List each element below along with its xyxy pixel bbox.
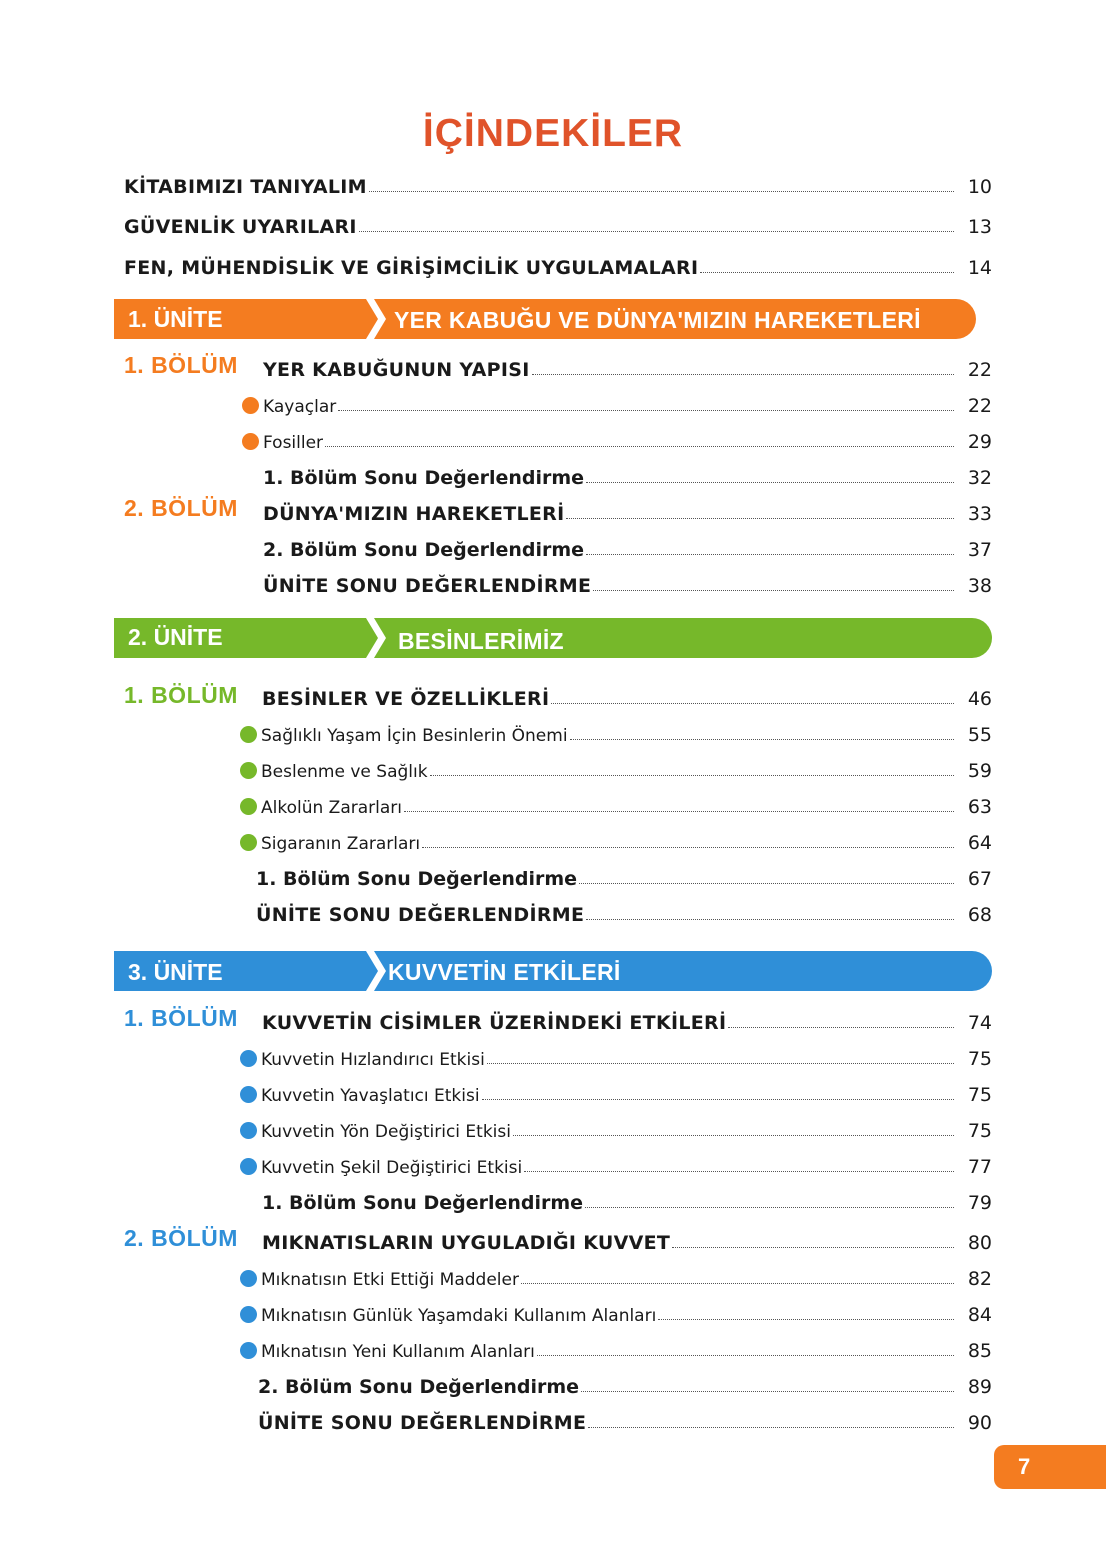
dot-leader xyxy=(700,272,954,273)
dot-leader xyxy=(422,847,954,848)
page-number: 64 xyxy=(967,832,992,854)
section-title: DÜNYA'MIZIN HAREKETLERİ xyxy=(263,503,565,525)
unit-label: 2. ÜNİTE xyxy=(128,624,223,650)
page-number: 38 xyxy=(967,575,992,597)
dot-leader xyxy=(325,446,954,447)
section-title: YER KABUĞUNUN YAPISI xyxy=(263,359,530,381)
dot-leader xyxy=(586,554,954,555)
page-number: 80 xyxy=(967,1232,992,1254)
unit-1-header xyxy=(114,299,976,339)
topic-label: Kuvvetin Şekil Değiştirici Etkisi xyxy=(240,1158,522,1178)
dot-leader xyxy=(537,1355,954,1356)
toc-row[interactable] xyxy=(262,1186,992,1214)
section-label: 1. BÖLÜM xyxy=(124,352,238,378)
topic-label: Mıknatısın Günlük Yaşamdaki Kullanım Alanları xyxy=(240,1306,656,1326)
section-eval-label: 1. Bölüm Sonu Değerlendirme xyxy=(262,1192,584,1214)
page-number: 33 xyxy=(967,503,992,525)
section-label: 1. BÖLÜM xyxy=(124,682,238,708)
page-number: 82 xyxy=(967,1268,992,1290)
toc-row[interactable] xyxy=(240,718,992,746)
dot-leader xyxy=(570,739,954,740)
bullet-icon xyxy=(242,433,259,450)
dot-leader xyxy=(524,1171,954,1172)
dot-leader xyxy=(586,919,954,920)
dot-leader xyxy=(404,811,954,812)
bullet-icon xyxy=(240,1050,257,1067)
toc-row[interactable] xyxy=(262,1006,992,1034)
toc-row[interactable] xyxy=(240,1114,992,1142)
toc-row[interactable] xyxy=(240,1042,992,1070)
page-number: 32 xyxy=(967,467,992,489)
bullet-icon xyxy=(240,834,257,851)
dot-leader xyxy=(482,1099,954,1100)
page-number: 14 xyxy=(967,257,992,279)
topic-label: Kuvvetin Yavaşlatıcı Etkisi xyxy=(240,1086,480,1106)
section-label: 2. BÖLÜM xyxy=(124,495,238,521)
unit-eval-label: ÜNİTE SONU DEĞERLENDİRME xyxy=(258,1412,587,1434)
unit-eval-label: ÜNİTE SONU DEĞERLENDİRME xyxy=(263,575,592,597)
page-number: 84 xyxy=(967,1304,992,1326)
page-number: 79 xyxy=(967,1192,992,1214)
toc-row[interactable] xyxy=(240,754,992,782)
toc-row[interactable] xyxy=(124,251,992,279)
toc-row[interactable] xyxy=(262,682,992,710)
chevron-icon xyxy=(366,299,388,339)
toc-row[interactable] xyxy=(242,389,992,417)
topic-label: Mıknatısın Etki Ettiği Maddeler xyxy=(240,1270,519,1290)
toc-row[interactable] xyxy=(263,461,992,489)
section-eval-label: 1. Bölüm Sonu Değerlendirme xyxy=(263,467,585,489)
dot-leader xyxy=(430,775,954,776)
chevron-icon xyxy=(366,618,388,658)
toc-row[interactable] xyxy=(258,1370,992,1398)
page-number: 75 xyxy=(967,1120,992,1142)
dot-leader xyxy=(369,191,954,192)
section-eval-label: 2. Bölüm Sonu Değerlendirme xyxy=(258,1376,580,1398)
bullet-icon xyxy=(240,1306,257,1323)
toc-entry-label: GÜVENLİK UYARILARI xyxy=(124,216,357,238)
toc-row[interactable] xyxy=(256,862,992,890)
section-title: KUVVETİN CİSİMLER ÜZERİNDEKİ ETKİLERİ xyxy=(262,1012,727,1034)
page-number: 22 xyxy=(967,359,992,381)
page-number: 29 xyxy=(967,431,992,453)
dot-leader xyxy=(532,374,954,375)
toc-row[interactable] xyxy=(242,425,992,453)
dot-leader xyxy=(551,703,954,704)
bullet-icon xyxy=(240,798,257,815)
dot-leader xyxy=(359,231,954,232)
dot-leader xyxy=(658,1319,954,1320)
topic-label: Sigaranın Zararları xyxy=(240,834,420,854)
dot-leader xyxy=(566,518,954,519)
toc-row[interactable] xyxy=(240,1078,992,1106)
bullet-icon xyxy=(242,397,259,414)
toc-row[interactable] xyxy=(240,1334,992,1362)
section-eval-label: 1. Bölüm Sonu Değerlendirme xyxy=(256,868,578,890)
unit-eval-label: ÜNİTE SONU DEĞERLENDİRME xyxy=(256,904,585,926)
section-eval-label: 2. Bölüm Sonu Değerlendirme xyxy=(263,539,585,561)
unit-2-header xyxy=(114,618,992,658)
toc-row[interactable] xyxy=(263,353,992,381)
page-number: 89 xyxy=(967,1376,992,1398)
page-number: 59 xyxy=(967,760,992,782)
page-number: 22 xyxy=(967,395,992,417)
dot-leader xyxy=(672,1247,954,1248)
toc-row[interactable] xyxy=(263,569,992,597)
topic-label: Fosiller xyxy=(242,433,323,453)
unit-3-header xyxy=(114,951,992,991)
toc-row[interactable] xyxy=(124,210,992,238)
topic-label: Mıknatısın Yeni Kullanım Alanları xyxy=(240,1342,535,1362)
bullet-icon xyxy=(240,1158,257,1175)
bullet-icon xyxy=(240,762,257,779)
toc-row[interactable] xyxy=(240,1298,992,1326)
dot-leader xyxy=(728,1027,954,1028)
dot-leader xyxy=(521,1283,954,1284)
page-number: 13 xyxy=(967,216,992,238)
unit-label: 3. ÜNİTE xyxy=(128,959,223,985)
toc-row[interactable] xyxy=(240,826,992,854)
topic-label: Kuvvetin Yön Değiştirici Etkisi xyxy=(240,1122,511,1142)
dot-leader xyxy=(338,410,954,411)
bullet-icon xyxy=(240,1342,257,1359)
toc-entry-label: KİTABIMIZI TANIYALIM xyxy=(124,176,367,198)
dot-leader xyxy=(581,1391,954,1392)
unit-title: BESİNLERİMİZ xyxy=(398,628,564,654)
toc-row[interactable] xyxy=(240,1262,992,1290)
unit-title: YER KABUĞU VE DÜNYA'MIZIN HAREKETLERİ xyxy=(394,307,921,333)
topic-label: Kuvvetin Hızlandırıcı Etkisi xyxy=(240,1050,485,1070)
page-number: 55 xyxy=(967,724,992,746)
toc-row[interactable] xyxy=(258,1406,992,1434)
unit-label: 1. ÜNİTE xyxy=(128,306,223,332)
unit-title: KUVVETİN ETKİLERİ xyxy=(388,959,621,985)
page-number: 77 xyxy=(967,1156,992,1178)
page-number: 10 xyxy=(967,176,992,198)
page-number: 63 xyxy=(967,796,992,818)
toc-row[interactable] xyxy=(124,170,992,198)
bullet-icon xyxy=(240,1086,257,1103)
toc-row[interactable] xyxy=(262,1226,992,1254)
dot-leader xyxy=(513,1135,954,1136)
dot-leader xyxy=(487,1063,954,1064)
page-number: 74 xyxy=(967,1012,992,1034)
toc-row[interactable] xyxy=(240,1150,992,1178)
dot-leader xyxy=(579,883,954,884)
dot-leader xyxy=(585,1207,954,1208)
page-number: 68 xyxy=(967,904,992,926)
page-title: İÇİNDEKİLER xyxy=(422,112,684,155)
page-number: 75 xyxy=(967,1048,992,1070)
page-number: 90 xyxy=(967,1412,992,1434)
page-number: 85 xyxy=(967,1340,992,1362)
topic-label: Sağlıklı Yaşam İçin Besinlerin Önemi xyxy=(240,726,568,746)
page-number: 37 xyxy=(967,539,992,561)
section-title: BESİNLER VE ÖZELLİKLERİ xyxy=(262,688,550,710)
toc-row[interactable] xyxy=(240,790,992,818)
chevron-icon xyxy=(366,951,388,991)
dot-leader xyxy=(593,590,954,591)
section-title: MIKNATISLARIN UYGULADIĞI KUVVET xyxy=(262,1232,671,1254)
page-number: 46 xyxy=(967,688,992,710)
bullet-icon xyxy=(240,726,257,743)
topic-label: Kayaçlar xyxy=(242,397,336,417)
toc-row[interactable] xyxy=(263,497,992,525)
toc-entry-label: FEN, MÜHENDİSLİK VE GİRİŞİMCİLİK UYGULAMALARI xyxy=(124,257,699,279)
dot-leader xyxy=(586,482,954,483)
topic-label: Alkolün Zararları xyxy=(240,798,402,818)
bullet-icon xyxy=(240,1270,257,1287)
page-number-badge: 7 xyxy=(994,1445,1106,1489)
section-label: 2. BÖLÜM xyxy=(124,1225,238,1251)
section-label: 1. BÖLÜM xyxy=(124,1005,238,1031)
topic-label: Beslenme ve Sağlık xyxy=(240,762,428,782)
bullet-icon xyxy=(240,1122,257,1139)
page-number: 75 xyxy=(967,1084,992,1106)
dot-leader xyxy=(588,1427,954,1428)
toc-row[interactable] xyxy=(263,533,992,561)
toc-row[interactable] xyxy=(256,898,992,926)
page-number: 67 xyxy=(967,868,992,890)
